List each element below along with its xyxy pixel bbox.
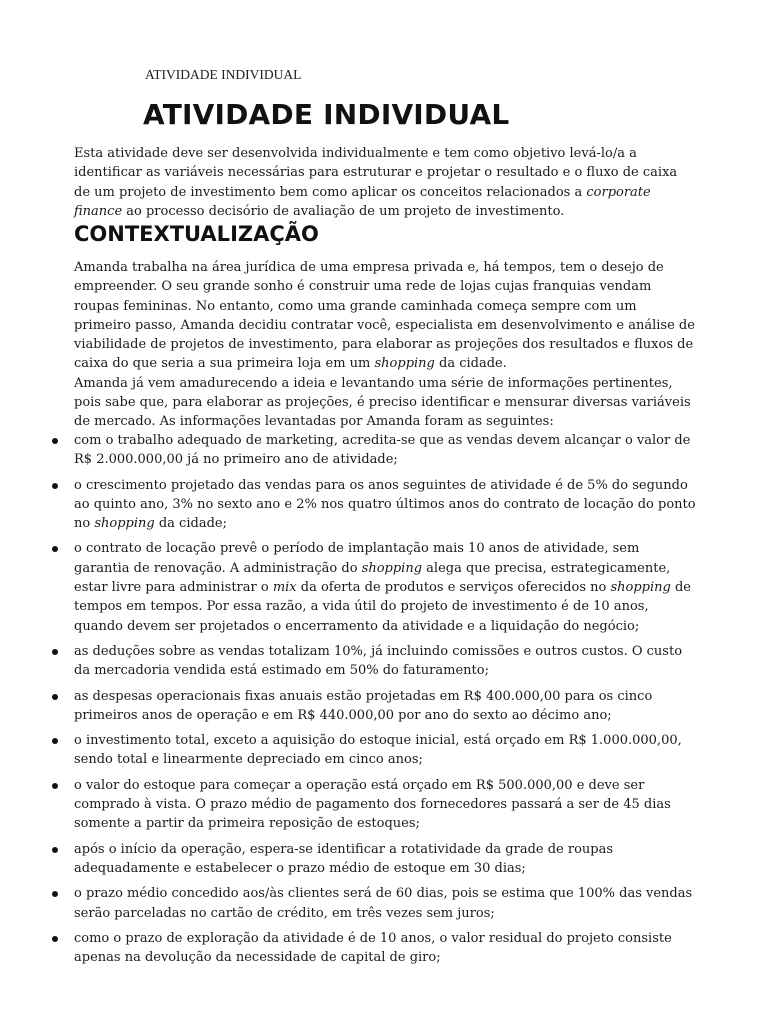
bullet-text: [74, 687, 696, 726]
bullet-seg: da oferta de produtos e serviços oferecidos no: [296, 580, 611, 596]
context-p1-italic: shopping: [374, 356, 435, 372]
bullet-text: [74, 642, 696, 681]
bullet-seg: alega que precisa, estrategicamente, estar livre para administrar o: [74, 560, 671, 596]
bullet-text: [74, 884, 696, 923]
bullet-seg: após o início da operação, espera-se identificar a rotatividade da grade de roupas adequadamente e estabelecer o prazo médio de estoque em 30 dias;: [74, 841, 614, 876]
bullet-dot-icon: [52, 694, 58, 700]
bullet-seg: o prazo médio concedido aos/às clientes será de 60 dias, pois se estima que 100% das vendas serão parceladas no cartão de crédito, em três vezes sem juros;: [74, 886, 693, 921]
context-block: [74, 258, 696, 432]
bullet-italic: mix: [272, 580, 297, 596]
bullet-item: [50, 539, 696, 635]
intro-paragraph: [74, 144, 696, 221]
bullet-seg: o valor do estoque para começar a operação está orçado em R$ 500.000,00 e deve ser comprado à vista. O prazo médio de pagamento dos fornecedores passará a ser de 45 dias somente a partir da primeira reposição de estoques;: [74, 777, 671, 832]
bullet-dot-icon: [52, 936, 58, 942]
context-p1-text-a: Amanda trabalha na área jurídica de uma empresa privada e, há tempos, tem o desejo de empreender. O seu grande sonho é construir uma rede de lojas cujas franquias vendam roupas femininas. No entanto, como uma grande caminhada começa sempre com um primeiro passo, Amanda decidiu contratar você, especialista em desenvolvimento e análise de viabilidade de projetos de investimento, para elaborar as projeções dos resultados e fluxos de caixa do que seria a sua primeira loja em um: [74, 260, 695, 372]
context-paragraph-2: Amanda já vem amadurecendo a ideia e levantando uma série de informações pertinentes, pois sabe que, para elaborar as projeções, é preciso identificar e mensurar diversas variáveis de mercado. As informações levantadas por Amanda foram as seguintes:: [74, 375, 691, 430]
bullet-text: [74, 476, 696, 534]
bullet-item: [50, 731, 696, 770]
bullet-dot-icon: [52, 483, 58, 489]
bullet-italic: shopping: [361, 560, 423, 576]
bullet-dot-icon: [52, 847, 58, 853]
bullet-seg: com o trabalho adequado de marketing, acredita-se que as vendas devem alcançar o valor de R$ 2.000.000,00 já no primeiro ano de atividade;: [74, 433, 691, 468]
bullet-dot-icon: [52, 783, 58, 789]
bullet-item: [50, 884, 696, 923]
bullet-item: [50, 476, 696, 534]
bullet-dot-icon: [52, 891, 58, 897]
bullet-seg: o investimento total, exceto a aquisição do estoque inicial, está orçado em R$ 1.000.000,00, sendo total e linearmente depreciado em cinco anos;: [74, 733, 682, 768]
bullet-seg: o crescimento projetado das vendas para os anos seguintes de atividade é de 5% do segundo ao quinto ano, 3% no sexto ano e 2% nos quatro últimos anos do contrato de locação do ponto no: [74, 477, 696, 532]
bullet-dot-icon: [52, 438, 58, 444]
context-paragraph-1: [74, 258, 696, 374]
bullet-italic: shopping: [94, 516, 155, 532]
bullet-dot-icon: [52, 649, 58, 655]
intro-text-2: ao processo decisório de avaliação de um projeto de investimento.: [122, 203, 565, 219]
bullet-seg: da cidade;: [154, 516, 227, 532]
section-heading: CONTEXTUALIZAÇÃO: [74, 222, 319, 246]
bullet-seg: o contrato de locação prevê o período de implantação mais 10 anos de atividade, sem garantia de renovação. A administração do: [74, 541, 640, 576]
context-p1-text-b: da cidade.: [434, 356, 507, 372]
intro-italic: corporate finance: [74, 184, 651, 219]
bullet-dot-icon: [52, 546, 58, 552]
intro-text-1: Esta atividade deve ser desenvolvida individualmente e tem como objetivo levá-lo/a a identificar as variáveis necessárias para estruturar e projetar o resultado e o fluxo de caixa de um projeto de investimento bem como aplicar os conceitos relacionados a: [74, 146, 678, 200]
bullet-italic: shopping: [610, 580, 671, 596]
bullet-seg: como o prazo de exploração da atividade é de 10 anos, o valor residual do projeto consiste apenas na devolução da necessidade de capital de giro;: [74, 930, 672, 966]
bullet-text: [74, 776, 696, 834]
header-small-title: ATIVIDADE INDIVIDUAL: [145, 67, 302, 82]
bullet-seg: as deduções sobre as vendas totalizam 10%, já incluindo comissões e outros custos. O custo da mercadoria vendida está estimado em 50% do faturamento;: [74, 643, 683, 679]
bullet-item: [50, 776, 696, 834]
bullet-item: [50, 687, 696, 726]
bullet-dot-icon: [52, 738, 58, 744]
bullet-text: [74, 840, 696, 879]
bullet-text: [74, 731, 696, 770]
bullet-text: [74, 929, 696, 968]
bullet-item: [50, 642, 696, 681]
bullet-text: [74, 431, 696, 470]
bullet-item: [50, 840, 696, 879]
bullet-seg: as despesas operacionais fixas anuais estão projetadas em R$ 400.000,00 para os cinco primeiros anos de operação e em R$ 440.000,00 por ano do sexto ao décimo ano;: [74, 688, 653, 723]
bullet-item: [50, 431, 696, 470]
info-bullet-list: [50, 431, 696, 973]
bullet-seg: de tempos em tempos. Por essa razão, a vida útil do projeto de investimento é de 10 anos, quando devem ser projetados o encerramento da atividade e a liquidação do negócio;: [74, 580, 691, 634]
bullet-text: [74, 539, 696, 635]
page-title: ATIVIDADE INDIVIDUAL: [143, 98, 510, 131]
bullet-item: [50, 929, 696, 968]
